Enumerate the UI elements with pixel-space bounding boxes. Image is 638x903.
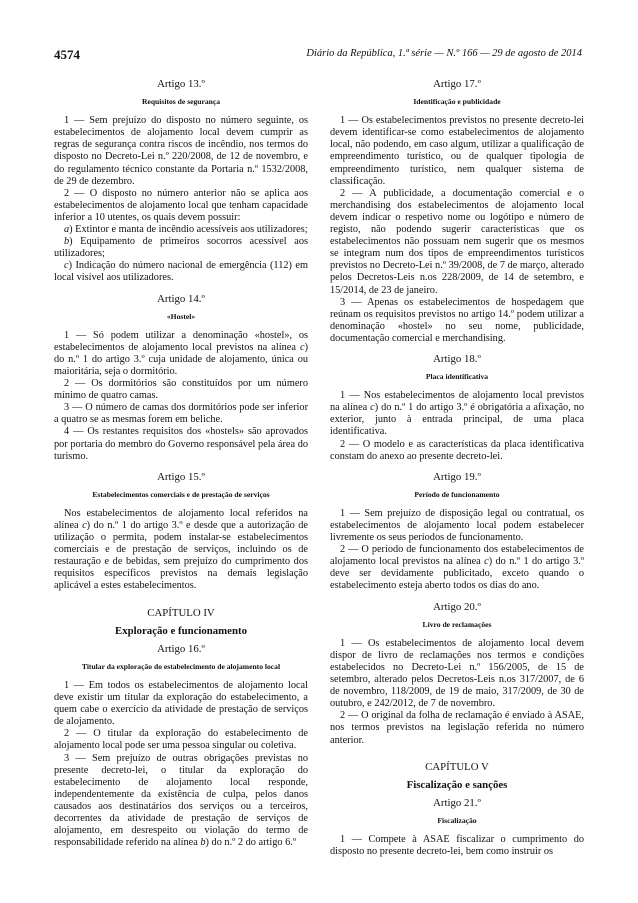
article-13-item-a	[54, 224, 308, 236]
chapter-4-label: CAPÍTULO IV	[147, 606, 215, 619]
article-17-paragraph-3: 3 — Apenas os estabelecimentos de hospedagem que reúnam os requisitos previstos no artigo 14.º podem utilizar a denominação «hostel» no seu nome, publicidade, documentação comercial e merchandising.	[330, 296, 584, 344]
text-run: ) do n.º 1 do artigo 3.º deve ser devidamente publicitado, exceto quando o estabelecimento esteja aberto todos os dias do ano.	[330, 556, 585, 592]
item-text: ) Indicação do número nacional de emergência (112) em local visível aos utilizadores.	[54, 260, 308, 284]
chapter-5-label: CAPÍTULO V	[425, 760, 489, 773]
article-21-title: Artigo 21.º	[433, 796, 481, 809]
article-19-subtitle: Período de funcionamento	[414, 489, 500, 499]
article-13-paragraph-2: 2 — O disposto no número anterior não se aplica aos estabelecimentos de alojamento local que tenham capacidade inferior a 10 utentes, os quais devem possuir:	[54, 187, 308, 223]
item-letter: c	[484, 556, 489, 568]
article-14-subtitle: «Hostel»	[166, 311, 196, 321]
article-15-subtitle: Estabelecimentos comerciais e de prestação de serviços	[92, 489, 270, 499]
article-17-paragraph-1: 1 — Os estabelecimentos previstos no presente decreto-lei devem identificar-se como estabelecimentos de alojamento local, não podendo, em caso algum, utilizar a qualificação de empreendimento turístico, ou de qualquer tipologia de empreendimento turístico, nem qualquer sistema de classificação.	[330, 115, 584, 187]
item-letter: a	[64, 224, 70, 236]
article-13-item-c	[54, 260, 308, 284]
item-letter: c	[64, 260, 69, 272]
journal-title: Diário da República, 1.ª série — N.º 166 — 29 de agosto de 2014	[306, 48, 582, 59]
chapter-5-title: Fiscalização e sanções	[406, 778, 508, 791]
text-run: ) do n.º 1 do artigo 3.º cuja unidade de alojamento, única ou maioritária, seja o dormitório.	[54, 341, 308, 377]
article-18-paragraph-1	[330, 390, 584, 438]
article-15-paragraph-1	[54, 508, 308, 593]
article-13-title: Artigo 13.º	[157, 78, 205, 90]
article-14-paragraph-1	[54, 330, 308, 378]
article-14-title: Artigo 14.º	[157, 292, 205, 305]
article-17-subtitle: Identificação e publicidade	[413, 97, 501, 107]
article-16-subtitle: Titular da exploração do estabelecimento de alojamento local	[81, 661, 281, 671]
text-run: 1 — Só podem utilizar a denominação «hostel», os estabelecimentos de alojamento local previstos na alínea	[54, 329, 308, 353]
article-17-paragraph-2: 2 — A publicidade, a documentação comercial e o merchandising dos estabelecimentos de alojamento local devem indicar o respetivo nome ou logótipo e número de registo, não podendo sugerir características que os estabelecimentos não possuam nem sugerir que os mesmos se integram num dos tipos de empreendimentos turísticos previstos no Decreto-Lei n.º 39/2008, de 7 de março, alterado pelos Decretos-Leis n.os 228/2009, de 14 de setembro, e 15/2014, de 23 de janeiro.	[330, 187, 584, 296]
article-18-title: Artigo 18.º	[433, 352, 481, 365]
text-run: ) do n.º 1 do artigo 3.º e desde que a autorização de utilização o permita, podem instalar-se estabelecimentos comerciais e de prestação de serviços, incluindo os de restauração e de bebidas, sem prejuízo do cumprimento dos requisitos específicos previstos na demais legislação aplicável a estes estabelecimentos.	[54, 520, 309, 592]
page-header	[54, 47, 582, 63]
item-letter: c	[82, 520, 87, 531]
right-column	[330, 78, 584, 858]
text-run: ) do n.º 1 do artigo 3.º é obrigatória a afixação, no exterior, junto à entrada principal, de uma placa identificativa.	[330, 402, 584, 438]
item-text: ) Equipamento de primeiros socorros acessível aos utilizadores;	[54, 236, 308, 260]
article-17-title: Artigo 17.º	[433, 78, 481, 90]
article-16-title: Artigo 16.º	[157, 642, 205, 655]
article-13-subtitle: Requisitos de segurança	[141, 97, 221, 107]
page-number: 4574	[54, 47, 80, 62]
text-run: 1 — Nos estabelecimentos de alojamento local previstos na alínea	[330, 390, 584, 414]
article-19-title: Artigo 19.º	[433, 470, 481, 483]
article-14-paragraph-2: 2 — Os dormitórios são constituídos por um número mínimo de quatro camas.	[54, 378, 308, 402]
article-16-paragraph-1: 1 — Em todos os estabelecimentos de alojamento local deve existir um titular da exploração do estabelecimento, a quem cabe o exercício da atividade de prestação de serviços de alojamento.	[54, 679, 308, 728]
article-20-paragraph-2: 2 — O original da folha de reclamação é enviado à ASAE, nos termos previstos na legislação referida no número anterior.	[330, 710, 584, 746]
article-18-paragraph-2: 2 — O modelo e as características da placa identificativa constam do anexo ao presente decreto-lei.	[330, 438, 584, 462]
article-16-paragraph-2: 2 — O titular da exploração do estabelecimento de alojamento local pode ser uma pessoa singular ou coletiva.	[54, 728, 308, 752]
article-19-paragraph-2	[330, 544, 584, 592]
article-18-subtitle: Placa identificativa	[425, 372, 489, 382]
article-19-paragraph-1: 1 — Sem prejuízo de disposição legal ou contratual, os estabelecimentos de alojamento local podem estabelecer livremente os seus períodos de funcionamento.	[330, 507, 584, 544]
text-run: Nos estabelecimentos de alojamento local referidos na alínea	[54, 507, 308, 531]
article-14-paragraph-3: 3 — O número de camas dos dormitórios pode ser inferior a quatro se as mesmas forem em beliche.	[54, 402, 308, 426]
article-16-paragraph-3	[54, 753, 308, 850]
item-letter: c	[299, 341, 305, 353]
text-run: ) do n.º 2 do artigo 6.º	[205, 837, 297, 849]
article-13-paragraph-1: 1 — Sem prejuízo do disposto no número seguinte, os estabelecimentos de alojamento local devem cumprir as regras de segurança contra riscos de incêndio, nos termos do disposto no Decreto-Lei n.º 220/2008, de 12 de novembro, e do regulamento técnico constante da Portaria n.º 1532/2008, de 29 de dezembro.	[54, 115, 308, 187]
article-15-title: Artigo 15.º	[157, 470, 205, 483]
article-14-paragraph-4: 4 — Os restantes requisitos dos «hostels» são aprovados por portaria do membro do Governo responsável pela área do turismo.	[54, 426, 308, 462]
text-run: 2 — O período de funcionamento dos estabelecimentos de alojamento local previstos na alínea	[330, 544, 584, 568]
item-letter: c	[370, 402, 375, 414]
article-21-paragraph-1: 1 — Compete à ASAE fiscalizar o cumprimento do disposto no presente decreto-lei, bem como instruir os	[330, 833, 584, 858]
article-20-title: Artigo 20.º	[433, 600, 481, 613]
article-20-subtitle: Livro de reclamações	[422, 619, 492, 629]
article-21-subtitle: Fiscalização	[437, 815, 477, 825]
left-column	[54, 78, 308, 849]
chapter-4-title: Exploração e funcionamento	[115, 624, 247, 637]
item-letter: b	[64, 236, 70, 248]
item-text: ) Extintor e manta de incêndio acessíveis aos utilizadores;	[69, 224, 308, 236]
article-20-paragraph-1: 1 — Os estabelecimentos de alojamento local devem dispor de livro de reclamações nos termos e condições estabelecidos no Decreto-Lei n.º 156/2005, de 15 de setembro, alterado pelos Decretos-Leis n.os 317/2007, de 6 de novembro, 118/2009, de 19 de maio, 317/2009, de 30 de outubro, e 242/2012, de 7 de novembro.	[330, 637, 584, 710]
article-13-item-b	[54, 236, 308, 260]
item-letter: b	[200, 837, 206, 849]
text-run: 3 — Sem prejuízo de outras obrigações previstas no presente decreto-lei, o titular da exploração do estabelecimento de alojamento local responde, independentemente da existência de culpa, pelos danos causados aos destinatários dos serviços ou a terceiros, decorrentes da atividade de prestação de serviços de alojamento, em desrespeito ou violação do termo de responsabilidade referido na alínea	[54, 752, 308, 849]
